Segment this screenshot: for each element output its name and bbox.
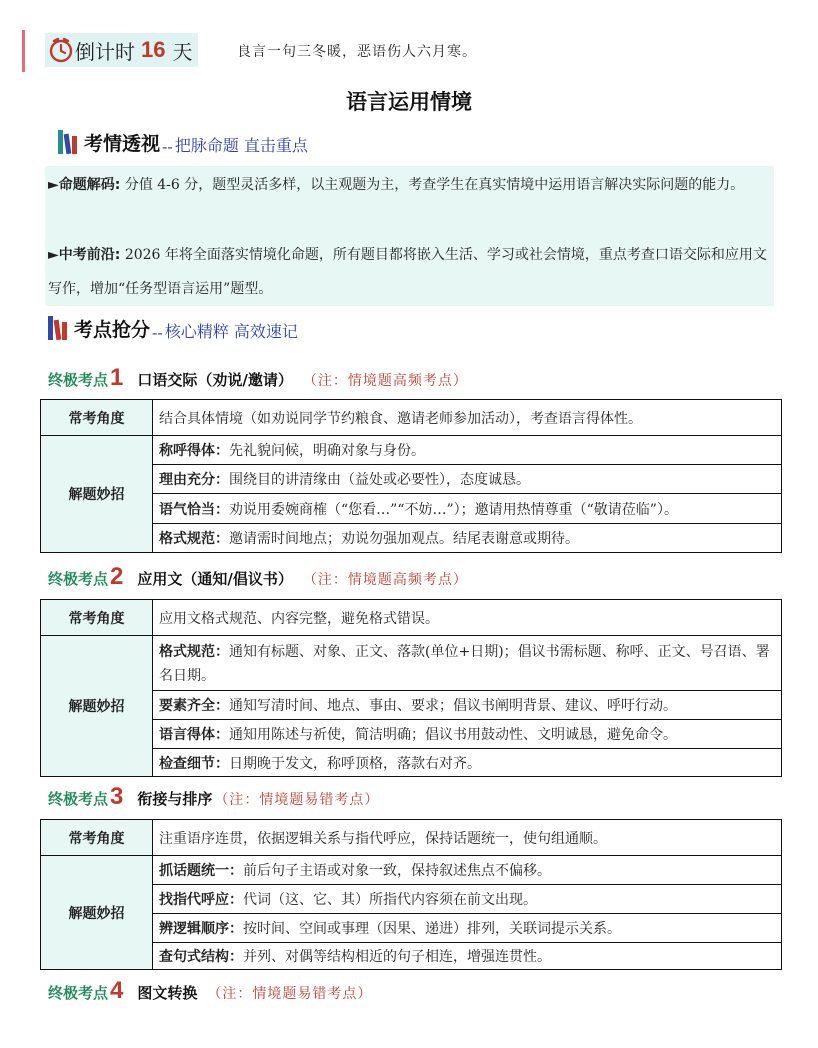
- tip-value: 围绕目的讲清缘由（益处或必要性），态度诚恳。: [229, 472, 530, 488]
- table-row: [41, 856, 782, 885]
- tip-cell: [153, 691, 782, 720]
- info-item-decode: [48, 168, 768, 202]
- kaodian-number: 3: [110, 783, 124, 810]
- kaodian-topic: 口语交际（劝说/邀请）: [137, 371, 293, 389]
- tip-value: 代词（这、它、其）所指代内容须在前文出现。: [243, 892, 537, 908]
- kaodian-table-2: [40, 599, 782, 777]
- tip-cell: [153, 524, 782, 553]
- info-label: ►命题解码:: [48, 177, 121, 193]
- table-row: [41, 914, 782, 943]
- tip-value: 通知有标题、对象、正文、落款(单位+日期)；倡议书需标题、称呼、正文、号召语、署名日期。: [159, 644, 770, 684]
- tip-value: 劝说用委婉商榷（“您看…”“不妨…”）；邀请用热情尊重（“敬请莅临”）。: [229, 501, 678, 518]
- tip-value: 通知写清时间、地点、事由、要求；倡议书阐明背景、建议、呼吁行动。: [229, 698, 677, 714]
- tip-key: 语气恰当：: [159, 501, 229, 518]
- tip-cell: [153, 856, 782, 885]
- tip-value: 并列、对偶等结构相近的句子相连，增强连贯性。: [243, 949, 551, 965]
- angle-header: 常考角度: [41, 820, 153, 856]
- page-title: 语言运用情境: [346, 90, 472, 114]
- kaodian-heading-4: [48, 977, 372, 1005]
- tip-cell: [153, 720, 782, 749]
- table-row: [41, 524, 782, 553]
- section-subtitle: 把脉命题 直击重点: [174, 136, 308, 155]
- tip-key: 检查细节：: [159, 755, 229, 772]
- table-row: [41, 465, 782, 494]
- angle-text: 注重语序连贯，依据逻辑关系与指代呼应，保持话题统一，使句组通顺。: [153, 820, 782, 856]
- tip-value: 通知用陈述与祈使，简洁明确；倡议书用鼓动性、文明诚恳，避免命令。: [229, 727, 677, 743]
- countdown-days: 16: [141, 37, 166, 62]
- motto: 良言一句三冬暖，恶语伤人六月寒。: [237, 44, 477, 60]
- kaodian-label: 终极考点: [48, 790, 109, 808]
- countdown-prefix: 倒计时: [75, 39, 135, 64]
- table-row: [41, 436, 782, 465]
- section-title: 考点抢分: [74, 319, 151, 341]
- side-accent-bar: [22, 30, 25, 72]
- tips-header: 解题妙招: [41, 436, 153, 553]
- section-header-kaoqing: [56, 126, 308, 156]
- tip-cell: [153, 885, 782, 914]
- kaodian-label: 终极考点: [48, 570, 109, 588]
- tip-value: 邀请需时间地点；劝说勿强加观点。结尾表谢意或期待。: [229, 531, 579, 547]
- tip-cell: [153, 943, 782, 970]
- tip-cell: [153, 749, 782, 777]
- section-title: 考情透视: [84, 133, 161, 155]
- tips-header: 解题妙招: [41, 636, 153, 777]
- tip-value: 日期晚于发文，称呼顶格，落款右对齐。: [229, 755, 481, 772]
- countdown-badge: [45, 33, 198, 67]
- tip-value: 按时间、空间或事理（因果、递进）排列，关联词提示关系。: [243, 921, 621, 937]
- table-row: [41, 494, 782, 524]
- info-label: ►中考前沿:: [48, 247, 121, 263]
- tip-key: 抓话题统一：: [159, 863, 243, 879]
- tip-key: 称呼得体：: [159, 443, 229, 459]
- angle-header: 常考角度: [41, 400, 153, 436]
- tip-value: 先礼貌问候，明确对象与身份。: [229, 443, 425, 459]
- countdown-suffix: 天: [172, 39, 193, 64]
- tip-key: 要素齐全：: [159, 698, 229, 714]
- tip-cell: [153, 636, 782, 691]
- section-header-kaodian: [46, 312, 298, 342]
- table-row: [41, 820, 782, 856]
- tip-key: 辨逻辑顺序：: [159, 921, 243, 937]
- table-row: [41, 400, 782, 436]
- tip-key: 格式规范：: [159, 531, 229, 547]
- kaodian-topic: 衔接与排序: [137, 790, 213, 808]
- books-icon: [46, 312, 72, 342]
- tips-header: 解题妙招: [41, 856, 153, 970]
- kaodian-note: （注：情境题易错考点）: [207, 986, 373, 1002]
- kaodian-number: 2: [110, 563, 124, 590]
- kaodian-label: 终极考点: [48, 371, 109, 389]
- section-subtitle: 核心精粹 高效速记: [164, 322, 298, 341]
- tip-key: 查句式结构：: [159, 949, 243, 965]
- section-dash: --: [162, 137, 173, 156]
- info-text: 分值 4-6 分，题型灵活多样，以主观题为主，考查学生在真实情境中运用语言解决实际问题的能力。: [120, 177, 745, 193]
- section-dash: --: [152, 323, 163, 342]
- kaodian-heading-3: [48, 783, 379, 811]
- kaodian-topic: 图文转换: [137, 984, 198, 1002]
- kaodian-note: （注：情境题高频考点）: [302, 373, 468, 389]
- kaodian-note: （注：情境题高频考点）: [302, 572, 468, 588]
- kaodian-table-1: [40, 399, 782, 553]
- info-item-frontier: [48, 238, 768, 306]
- kaodian-number: 4: [110, 977, 124, 1004]
- table-row: [41, 691, 782, 720]
- clock-icon: [48, 37, 74, 63]
- angle-text: 应用文格式规范、内容完整，避免格式错误。: [153, 600, 782, 636]
- info-text: 2026 年将全面落实情境化命题，所有题目都将嵌入生活、学习或社会情境，重点考查口语交际和应用文写作，增加“任务型语言运用”题型。: [48, 247, 767, 297]
- table-row: [41, 720, 782, 749]
- kaodian-label: 终极考点: [48, 984, 109, 1002]
- tip-value: 前后句子主语或对象一致，保持叙述焦点不偏移。: [243, 863, 551, 879]
- tip-cell: [153, 494, 782, 524]
- books-icon: [56, 126, 82, 156]
- kaodian-heading-1: [48, 364, 468, 392]
- table-row: [41, 636, 782, 691]
- tip-key: 语言得体：: [159, 727, 229, 743]
- tip-cell: [153, 914, 782, 943]
- tip-cell: [153, 465, 782, 494]
- table-row: [41, 749, 782, 777]
- table-row: [41, 885, 782, 914]
- kaodian-number: 1: [110, 364, 124, 391]
- kaodian-note: （注：情境题易错考点）: [214, 792, 380, 808]
- kaodian-heading-2: [48, 563, 468, 591]
- kaodian-table-3: [40, 819, 782, 970]
- tip-key: 理由充分：: [159, 472, 229, 488]
- table-row: [41, 943, 782, 970]
- tip-cell: [153, 436, 782, 465]
- tip-key: 找指代呼应：: [159, 892, 243, 908]
- exam-info-box: [45, 166, 774, 306]
- kaodian-topic: 应用文（通知/倡议书）: [137, 570, 293, 588]
- table-row: [41, 600, 782, 636]
- angle-header: 常考角度: [41, 600, 153, 636]
- angle-text: 结合具体情境（如劝说同学节约粮食、邀请老师参加活动），考查语言得体性。: [153, 400, 782, 436]
- tip-key: 格式规范：: [159, 644, 229, 660]
